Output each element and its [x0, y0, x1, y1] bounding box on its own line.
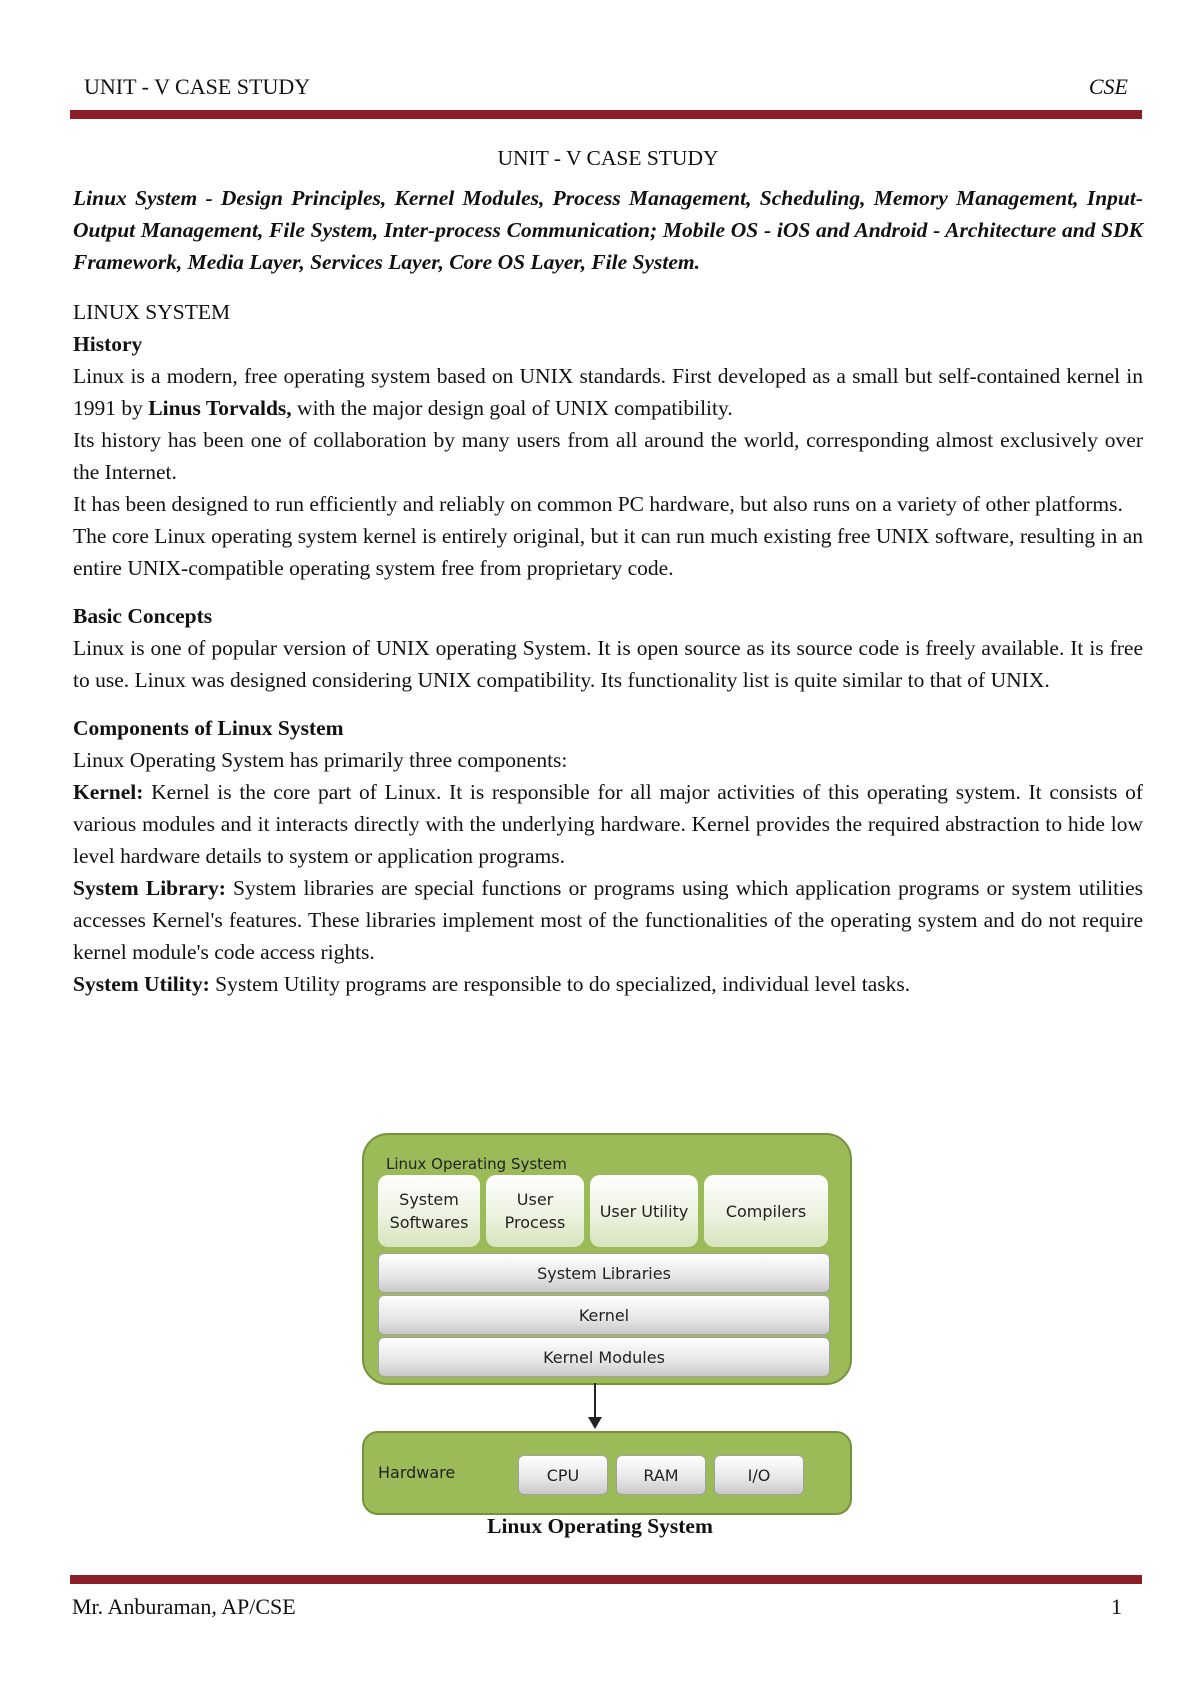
intro-topics: Linux System - Design Principles, Kernel Modules, Process Management, Scheduling, Memory Management, Input-Output Management, File System, Inter-process Communication; Mobile OS - iOS and Android - Architecture and SDK Framework, Media Layer, Services Layer, Core OS Layer, File System. [73, 186, 1143, 274]
app-compilers: Compilers [704, 1175, 828, 1247]
kernel-paragraph [73, 776, 1143, 872]
section-linux-system [73, 296, 1143, 328]
header-left: UNIT - V CASE STUDY [84, 74, 311, 99]
hardware-ram: RAM [616, 1455, 706, 1495]
history-paragraph-3: It has been designed to run efficiently and reliably on common PC hardware, but also runs on a variety of other platforms. [73, 492, 1123, 516]
down-arrow-icon [588, 1417, 602, 1429]
system-library-paragraph [73, 872, 1143, 968]
hardware-box [362, 1431, 852, 1515]
spacer [73, 696, 1143, 712]
header-rule [70, 110, 1142, 119]
figure-caption: Linux Operating System [487, 1514, 713, 1538]
os-box-title: Linux Operating System [386, 1155, 567, 1173]
system-library-text: System libraries are special functions or programs using which application programs or system utilities accesses Kernel's features. These libraries implement most of the functionalities of the operating system and do not require kernel module's code access rights. [73, 876, 1144, 964]
layer-system-libraries: System Libraries [378, 1253, 830, 1293]
history-p1-bold: Linus Torvalds, [148, 396, 292, 420]
history-paragraph-1 [73, 360, 1143, 424]
app-user-utility: User Utility [590, 1175, 698, 1247]
system-utility-text: System Utility programs are responsible to do specialized, individual level tasks. [209, 972, 911, 996]
page-number: 1 [1111, 1594, 1122, 1619]
history-p1-text-b: with the major design goal of UNIX compatibility. [291, 396, 733, 420]
linux-os-diagram [362, 1133, 852, 1511]
system-library-label: System Library: [73, 876, 226, 900]
app-system-softwares: System Softwares [378, 1175, 480, 1247]
kernel-label: Kernel: [73, 780, 144, 804]
footer-author: Mr. Anburaman, AP/CSE [72, 1594, 296, 1619]
page-title: UNIT - V CASE STUDY [497, 146, 719, 170]
os-container-box [362, 1133, 852, 1385]
header-right: CSE [1088, 74, 1128, 99]
layer-kernel-modules: Kernel Modules [378, 1337, 830, 1377]
basic-concepts-heading: Basic Concepts [73, 604, 213, 628]
system-utility-label: System Utility: [73, 972, 210, 996]
history-p1-text-a: Linux is a modern, free operating system based on UNIX standards. First developed as a small but self-contained kernel in 1991 by [73, 364, 1143, 420]
linux-heading: LINUX SYSTEM [73, 300, 231, 324]
system-utility-paragraph [73, 968, 1143, 1000]
components-intro: Linux Operating System has primarily three components: [73, 748, 568, 772]
history-heading: History [73, 332, 143, 356]
hardware-cpu: CPU [518, 1455, 608, 1495]
main-content [73, 142, 1143, 1000]
layer-kernel: Kernel [378, 1295, 830, 1335]
spacer [73, 584, 1143, 600]
history-paragraph-2: Its history has been one of collaboration by many users from all around the world, corresponding almost exclusively over the Internet. [73, 428, 1143, 484]
hardware-label: Hardware [378, 1463, 456, 1482]
footer-rule [70, 1575, 1142, 1584]
kernel-text: Kernel is the core part of Linux. It is responsible for all major activities of this operating system. It consists of various modules and it interacts directly with the underlying hardware. Kernel provides the required abstraction to hide low level hardware details to system or application programs. [73, 780, 1143, 868]
components-heading: Components of Linux System [73, 716, 344, 740]
history-paragraph-4: The core Linux operating system kernel is entirely original, but it can run much existing free UNIX software, resulting in an entire UNIX-compatible operating system free from proprietary code. [73, 524, 1143, 580]
app-user-process: User Process [486, 1175, 584, 1247]
basic-concepts-paragraph: Linux is one of popular version of UNIX operating System. It is open source as its source code is freely available. It is free to use. Linux was designed considering UNIX compatibility. Its functionality list is quite similar to that of UNIX. [73, 636, 1143, 692]
hardware-io: I/O [714, 1455, 804, 1495]
